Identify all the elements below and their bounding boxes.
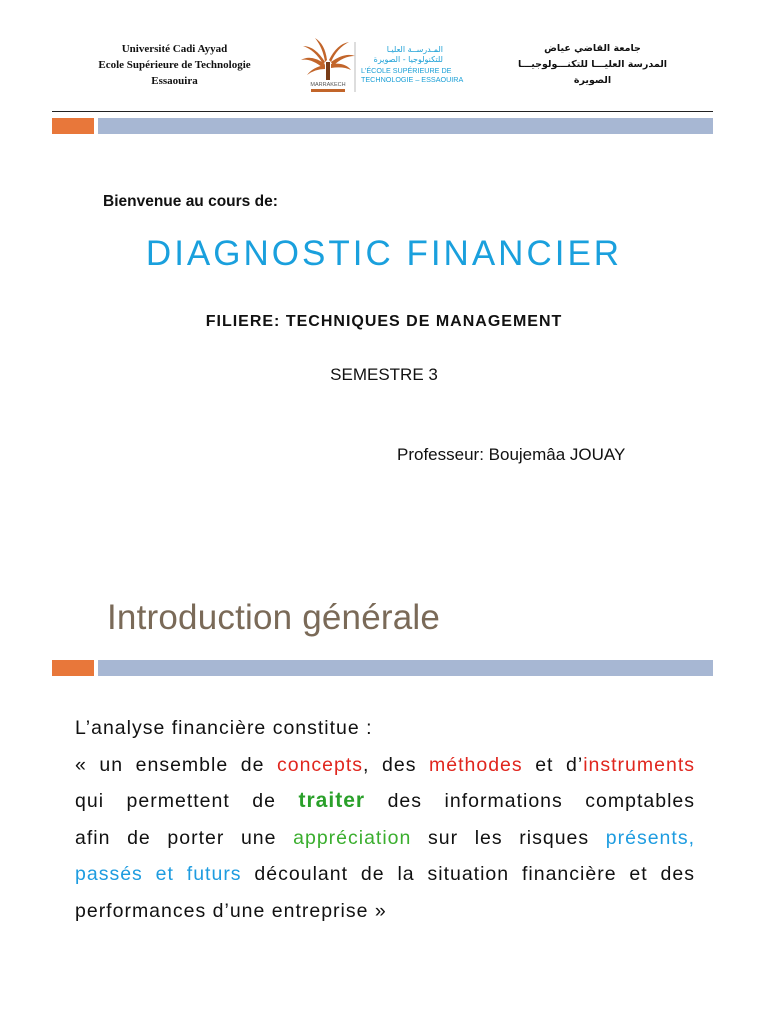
header-fr-line-2: Ecole Supérieure de Technologie: [98, 59, 251, 71]
paragraph-line-1: [75, 747, 695, 784]
keyword-instruments: instruments: [583, 753, 695, 776]
text-segment: , des: [363, 753, 430, 776]
filiere-label: FILIERE: TECHNIQUES DE MANAGEMENT: [205, 313, 563, 330]
semestre-label: SEMESTRE 3: [330, 365, 438, 384]
slide2-accent-blue: [98, 660, 713, 676]
keyword-concepts: concepts: [276, 753, 364, 776]
paragraph-line-2: [75, 783, 695, 820]
header-ar-line-1: جامعة القاضي عياض: [544, 43, 641, 54]
keyword-passes-futurs: passés et futurs: [75, 863, 242, 885]
logo-arabic-1: المـدرســة العليـا: [386, 45, 443, 54]
paragraph-intro: L’analyse financière constitue :: [75, 717, 373, 739]
slide1-accent-blue: [98, 118, 713, 134]
paragraph-line-5: performances d’une entreprise »: [75, 899, 387, 922]
course-title: DIAGNOSTIC FINANCIER: [145, 234, 623, 273]
university-name-ar: [470, 41, 715, 89]
header-fr-line-3: Essaouira: [151, 75, 198, 87]
university-name-fr: [52, 41, 297, 89]
header-fr-line-1: Université Cadi Ayyad: [121, 43, 228, 55]
keyword-traiter: traiter: [298, 789, 366, 812]
logo-arabic-2: للتكنولوجيا - الصويرة: [373, 55, 443, 64]
definition-paragraph: [75, 710, 695, 929]
text-segment: sur les risques: [411, 826, 606, 849]
logo-brand: MARRAKECH: [310, 82, 346, 88]
professeur-label: Professeur: Boujemâa JOUAY: [397, 445, 626, 464]
header-divider: [52, 111, 713, 112]
keyword-presents: présents,: [605, 826, 695, 849]
header-ar-line-3: الصويرة: [573, 75, 612, 86]
text-segment: des informations comptables: [365, 790, 695, 812]
keyword-appreciation: appréciation: [293, 826, 412, 849]
text-segment: découlant de la situation financière et des: [241, 863, 695, 885]
slide1-accent-orange: [52, 118, 94, 134]
keyword-methodes: méthodes: [429, 753, 523, 776]
text-segment: afin de porter une: [75, 826, 294, 849]
logo-french-2: TECHNOLOGIE – ESSAOUIRA: [361, 75, 464, 84]
header-ar-line-2: المدرسة العليـــا للتكنـــولوجيـــا: [517, 59, 668, 70]
logo-french-1: L'ÉCOLE SUPÉRIEURE DE: [361, 66, 452, 75]
school-logo: [297, 36, 464, 98]
slide2-title: Introduction générale: [107, 598, 441, 637]
slide2-accent-orange: [52, 660, 94, 676]
paragraph-line-3: [75, 820, 695, 857]
text-segment: et d’: [522, 753, 584, 776]
text-segment: qui permettent de: [75, 790, 299, 812]
paragraph-line-4: [75, 856, 695, 893]
welcome-text: Bienvenue au cours de:: [103, 193, 278, 210]
text-segment: « un ensemble de: [75, 753, 277, 776]
